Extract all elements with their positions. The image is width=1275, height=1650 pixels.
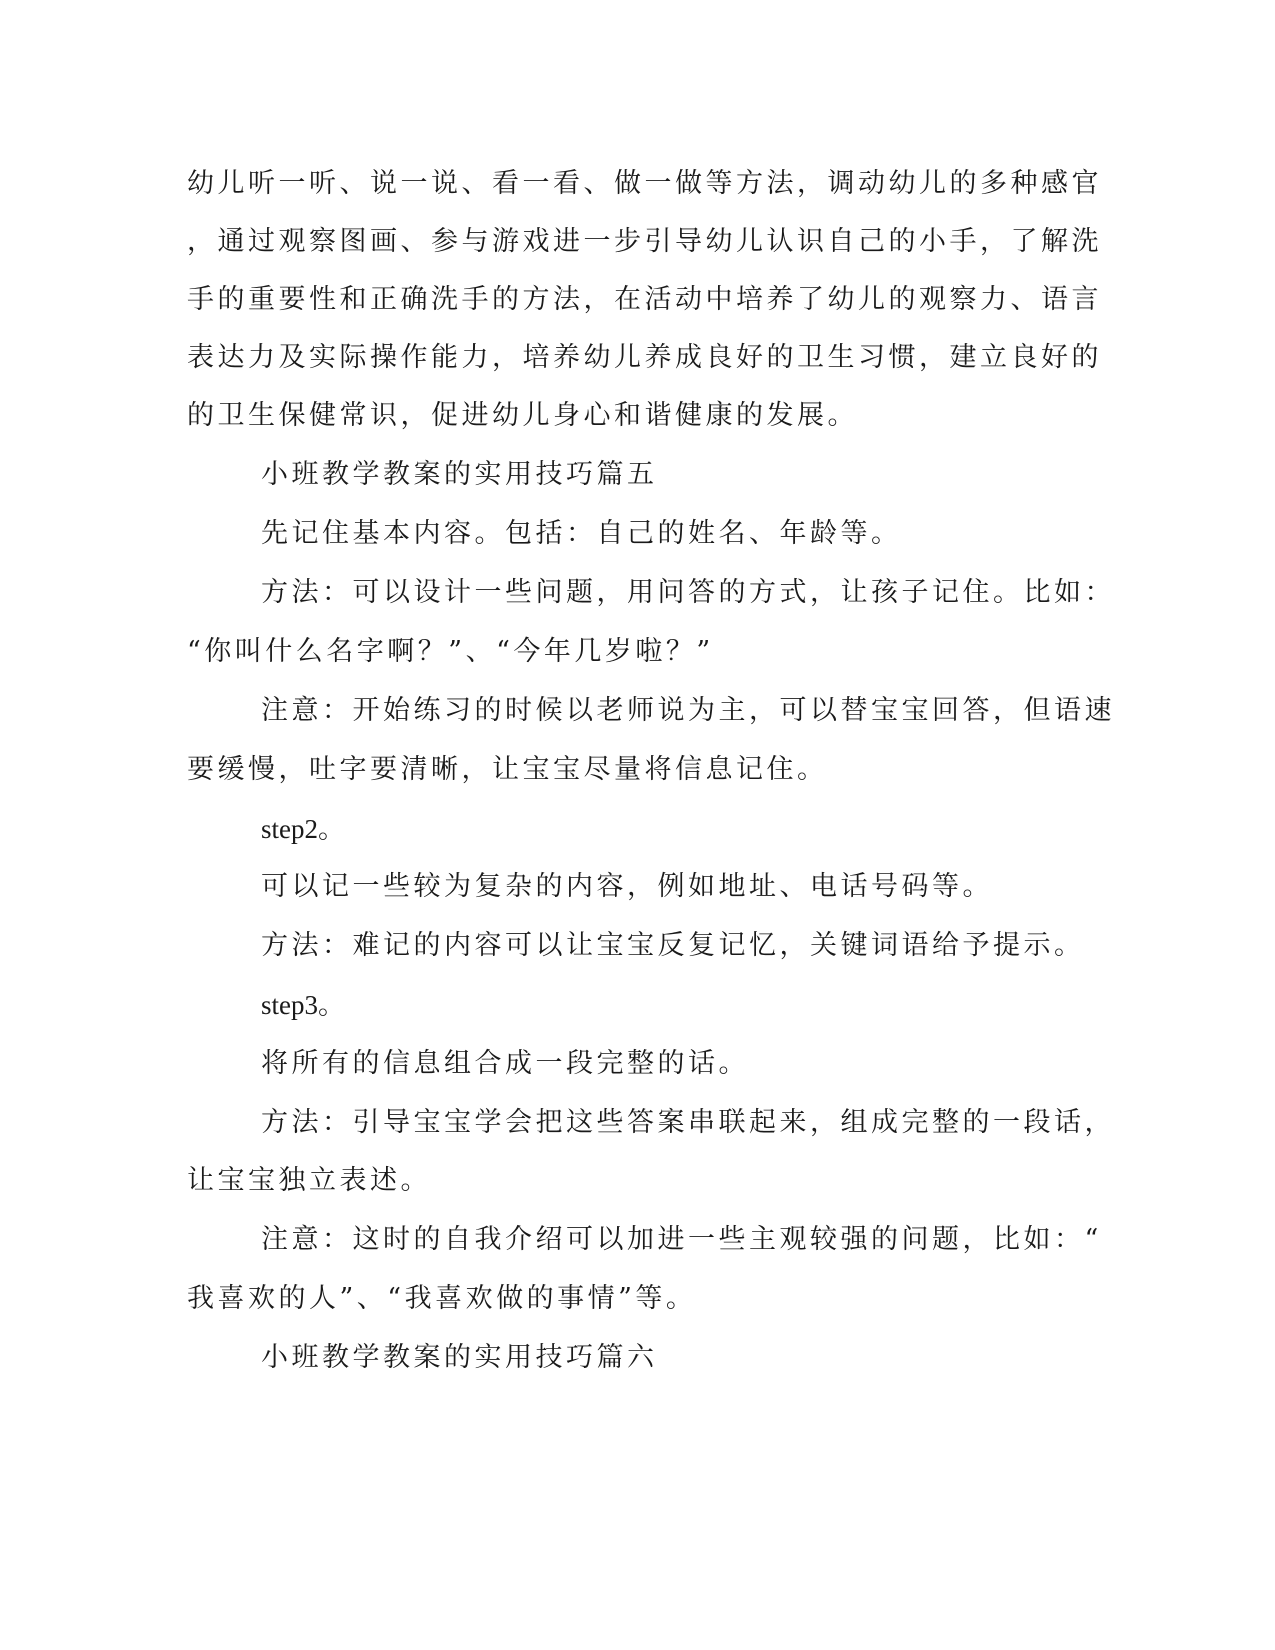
paragraph-line: 我喜欢的人”、“我喜欢做的事情”等。 [187, 1283, 697, 1314]
paragraph-line: 要缓慢，吐字要清晰，让宝宝尽量将信息记住。 [187, 754, 828, 785]
paragraph-line: 注意：开始练习的时候以老师说为主，可以替宝宝回答，但语速 [261, 695, 1115, 726]
paragraph-line: 方法：引导宝宝学会把这些答案串联起来，组成完整的一段话， [261, 1107, 1115, 1138]
paragraph-line: 的卫生保健常识，促进幼儿身心和谐健康的发展。 [187, 400, 858, 431]
paragraph-line: 让宝宝独立表述。 [187, 1165, 431, 1196]
paragraph-line: 手的重要性和正确洗手的方法，在活动中培养了幼儿的观察力、语言 [187, 284, 1102, 315]
paragraph-line: 将所有的信息组合成一段完整的话。 [261, 1048, 749, 1079]
paragraph-line: 先记住基本内容。包括：自己的姓名、年龄等。 [261, 518, 902, 549]
paragraph-line: 幼儿听一听、说一说、看一看、做一做等方法，调动幼儿的多种感官 [187, 168, 1102, 199]
step-label: step2。 [261, 814, 345, 844]
paragraph-line: 可以记一些较为复杂的内容，例如地址、电话号码等。 [261, 871, 993, 902]
paragraph-line: “你叫什么名字啊？”、“今年几岁啦？” [187, 636, 714, 667]
paragraph-line: 方法：可以设计一些问题，用问答的方式，让孩子记住。比如： [261, 577, 1115, 608]
section-heading: 小班教学教案的实用技巧篇五 [261, 459, 658, 490]
paragraph-line: 注意：这时的自我介绍可以加进一些主观较强的问题，比如：“ [261, 1224, 1102, 1255]
step-label: step3。 [261, 990, 345, 1020]
paragraph-line: 方法：难记的内容可以让宝宝反复记忆，关键词语给予提示。 [261, 930, 1085, 961]
paragraph-line: 表达力及实际操作能力，培养幼儿养成良好的卫生习惯，建立良好的 [187, 342, 1102, 373]
paragraph-line: ，通过观察图画、参与游戏进一步引导幼儿认识自己的小手，了解洗 [187, 226, 1102, 257]
section-heading: 小班教学教案的实用技巧篇六 [261, 1342, 658, 1373]
